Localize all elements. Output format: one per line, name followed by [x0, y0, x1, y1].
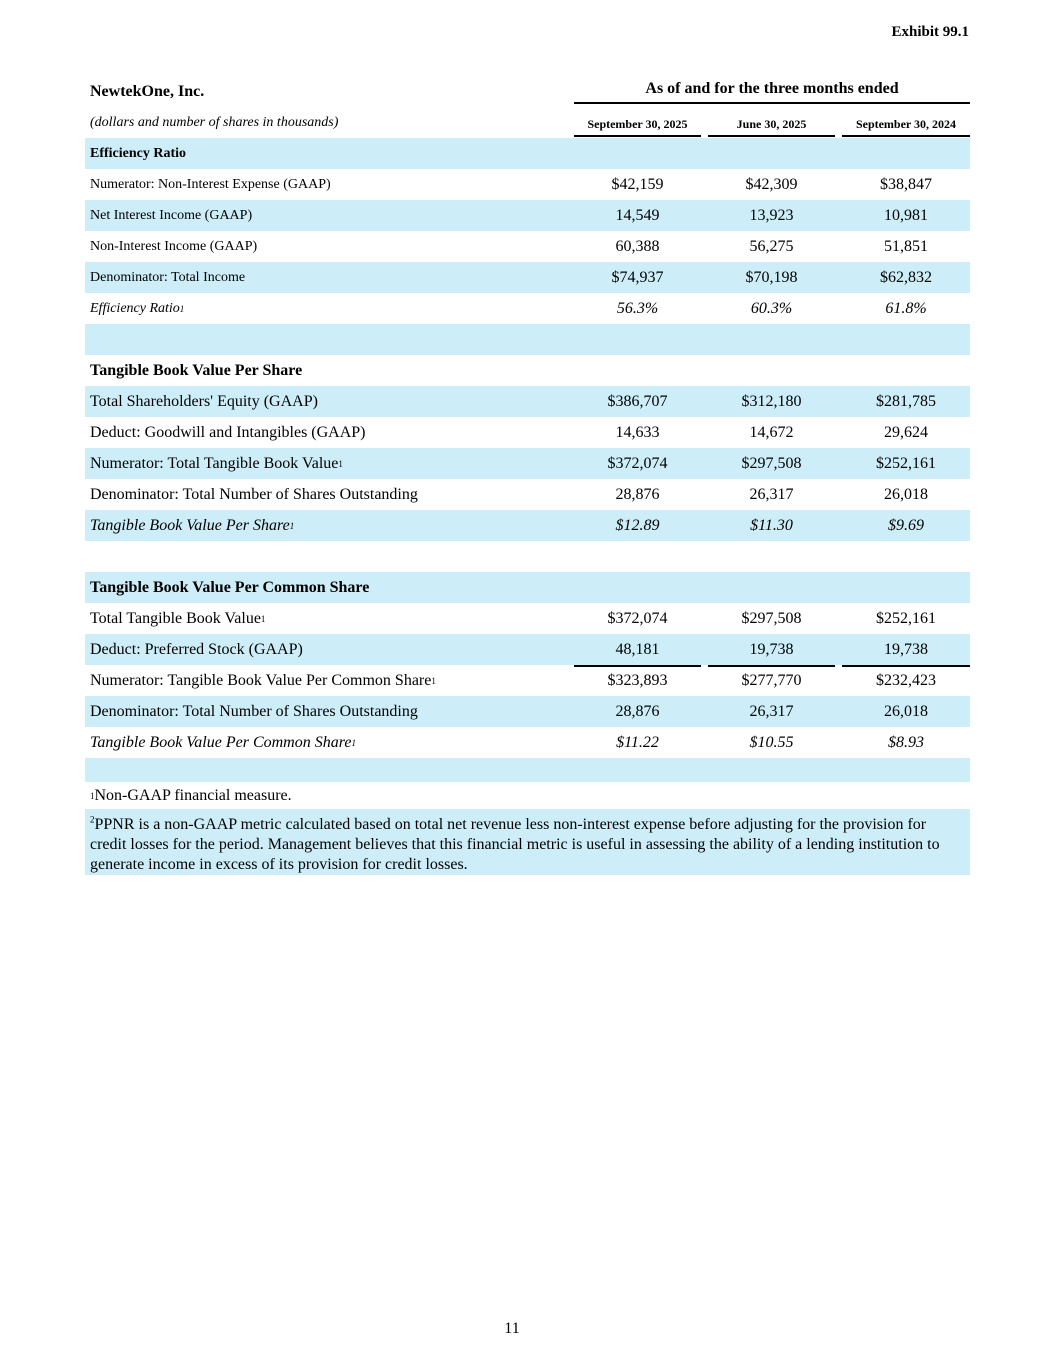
- value-cell: 26,018: [884, 485, 928, 503]
- value-cell: $281,785: [876, 392, 936, 410]
- value-cell: 10,981: [884, 206, 928, 224]
- value-cell: $372,074: [607, 609, 668, 627]
- table-row: [85, 293, 970, 324]
- value-cell: 51,851: [842, 231, 970, 264]
- footnote-2: [85, 809, 970, 875]
- value-cell: 56,275: [708, 231, 835, 264]
- value-cell: $372,074: [607, 454, 668, 472]
- value-cell: $252,161: [876, 454, 936, 472]
- value-cell: 56.3%: [616, 299, 659, 317]
- value-cell: 19,738: [708, 634, 835, 667]
- value-cell: $8.93: [888, 733, 924, 751]
- row-label: Tangible Book Value Per Share 1: [90, 516, 295, 534]
- row-label-text: Efficiency Ratio: [90, 300, 180, 316]
- footnote-text: Non-GAAP financial measure.: [94, 787, 292, 804]
- table-row: [85, 479, 970, 510]
- value-cell: $9.69: [888, 516, 924, 534]
- value-cell: 28,876: [615, 485, 660, 503]
- row-label: Total Shareholders' Equity (GAAP): [90, 392, 318, 410]
- row-label: Denominator: Total Number of Shares Outstanding: [90, 485, 418, 503]
- value-cell: 13,923: [749, 206, 794, 224]
- spacer-row: [85, 758, 970, 782]
- value-cell: $74,937: [611, 268, 664, 286]
- page-number: 11: [504, 1320, 520, 1337]
- row-label: Deduct: Preferred Stock (GAAP): [90, 640, 303, 658]
- table-row: [85, 417, 970, 448]
- units-note: (dollars and number of shares in thousands): [90, 114, 339, 130]
- value-cell: 60,388: [574, 231, 701, 264]
- row-label-text: Tangible Book Value Per Common Share: [90, 733, 352, 751]
- table-row: [85, 231, 970, 262]
- value-cell: $323,893: [607, 671, 668, 689]
- row-label: Denominator: Total Income: [90, 269, 246, 285]
- row-label-text: Numerator: Tangible Book Value Per Common Share: [90, 671, 432, 689]
- section-title-row: [85, 572, 970, 603]
- column-header: June 30, 2025: [708, 113, 835, 137]
- footnote-text: PPNR is a non-GAAP metric calculated based on total net revenue less non-interest expense before adjusting for the provision for credit losses for the period. Management believes that this financial metric is useful in assessing the ability of a lending institution to generate income in excess of its provision for credit losses.: [90, 816, 940, 873]
- value-cell: $70,198: [745, 268, 798, 286]
- value-cell: $297,508: [741, 454, 802, 472]
- spacer-row: [85, 324, 970, 355]
- value-cell: $11.22: [616, 733, 659, 751]
- row-label: Total Tangible Book Value 1: [90, 609, 266, 627]
- value-cell: 26,018: [884, 702, 928, 720]
- value-cell: $42,309: [745, 175, 798, 193]
- row-label: Deduct: Goodwill and Intangibles (GAAP): [90, 423, 366, 441]
- column-header: September 30, 2025: [574, 113, 701, 137]
- value-cell: 26,317: [749, 485, 794, 503]
- exhibit-label: Exhibit 99.1: [891, 24, 969, 40]
- row-label: Net Interest Income (GAAP): [90, 207, 253, 223]
- value-cell: $232,423: [876, 671, 936, 689]
- row-label: Efficiency Ratio 1: [90, 300, 185, 316]
- value-cell: $12.89: [615, 516, 660, 534]
- value-cell: $11.30: [750, 516, 793, 534]
- table-row: [85, 510, 970, 541]
- footnote-1: 1 Non-GAAP financial measure.: [90, 787, 292, 804]
- value-cell: $277,770: [741, 671, 802, 689]
- value-cell: $386,707: [607, 392, 668, 410]
- value-cell: 48,181: [574, 634, 701, 667]
- row-label-text: Total Tangible Book Value: [90, 609, 261, 627]
- value-cell: $10.55: [749, 733, 794, 751]
- table-row: [85, 696, 970, 727]
- column-header: September 30, 2024: [842, 113, 970, 137]
- value-cell: $42,159: [611, 175, 664, 193]
- row-label: Denominator: Total Number of Shares Outstanding: [90, 702, 418, 720]
- value-cell: $252,161: [876, 609, 936, 627]
- table-row: [85, 262, 970, 293]
- table-row: [85, 200, 970, 231]
- value-cell: 26,317: [749, 702, 794, 720]
- value-cell: 29,624: [842, 417, 970, 450]
- row-label-text: Numerator: Total Tangible Book Value: [90, 454, 339, 472]
- value-cell: 14,672: [708, 417, 835, 450]
- value-cell: 60.3%: [750, 299, 793, 317]
- value-cell: 28,876: [615, 702, 660, 720]
- period-header: As of and for the three months ended: [574, 76, 970, 104]
- spacer-row: [85, 541, 970, 572]
- row-label: Numerator: Total Tangible Book Value 1: [90, 454, 343, 472]
- value-cell: $38,847: [880, 175, 932, 193]
- section-title: Tangible Book Value Per Common Share: [90, 578, 370, 596]
- row-label: Tangible Book Value Per Common Share 1: [90, 733, 356, 751]
- value-cell: 14,633: [574, 417, 701, 450]
- value-cell: $312,180: [741, 392, 802, 410]
- table-row: [85, 386, 970, 417]
- header-row-1: [85, 76, 970, 107]
- table-row: [85, 665, 970, 696]
- table-row: [85, 603, 970, 634]
- header-row-2: [85, 107, 970, 138]
- value-cell: $62,832: [880, 268, 932, 286]
- company-name: NewtekOne, Inc.: [90, 82, 205, 100]
- table-row: [85, 448, 970, 479]
- table-row: [85, 634, 970, 665]
- row-label: Non-Interest Income (GAAP): [90, 238, 258, 254]
- value-cell: 61.8%: [885, 299, 927, 317]
- section-title-row: [85, 138, 970, 169]
- row-label-text: Tangible Book Value Per Share: [90, 516, 290, 534]
- row-label: Numerator: Non-Interest Expense (GAAP): [90, 176, 331, 192]
- value-cell: 14,549: [615, 206, 660, 224]
- section-title: Efficiency Ratio: [90, 145, 187, 161]
- value-cell: $297,508: [741, 609, 802, 627]
- row-label: Numerator: Tangible Book Value Per Common Share 1: [90, 671, 436, 689]
- value-cell: 19,738: [842, 634, 970, 667]
- section-title: Tangible Book Value Per Share: [90, 361, 303, 379]
- footnote-marker: 2: [90, 814, 95, 825]
- section-title-row: [85, 355, 970, 386]
- table-row: [85, 727, 970, 758]
- table-row: [85, 169, 970, 200]
- financial-table: [85, 76, 970, 875]
